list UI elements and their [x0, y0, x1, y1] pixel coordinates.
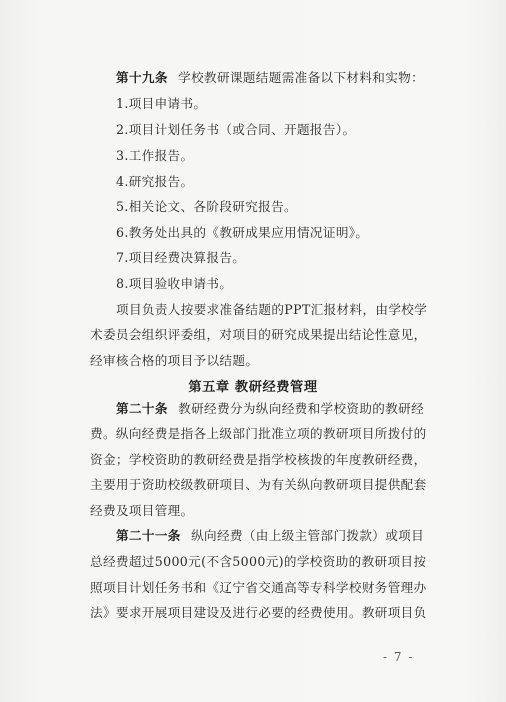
list-item: 6.教务处出具的《教研成果应用情况证明》。: [116, 225, 369, 240]
article-21-line: [116, 528, 424, 544]
chapter-title: 第五章 教研经费管理: [188, 380, 318, 395]
article-19-heading: 第十九条: [116, 70, 168, 85]
paragraph-line: 经费及项目管理。: [90, 503, 194, 518]
article-20-text: 教研经费分为纵向经费和学校资助的教研经: [178, 401, 425, 416]
article-20-line: [116, 401, 424, 417]
list-item: 1.项目申请书。: [116, 96, 207, 111]
paragraph-line: 费。纵向经费是指各上级部门批准立项的教研项目所拨付的: [90, 426, 427, 441]
page-number: - 7 -: [383, 650, 414, 664]
list-item: 8.项目验收申请书。: [116, 276, 233, 291]
paragraph-line: 总经费超过5000元(不含5000元)的学校资助的教研项目按: [90, 554, 427, 569]
article-21-heading: 第二十一条: [116, 528, 181, 543]
list-item: 5.相关论文、各阶段研究报告。: [116, 199, 297, 214]
paragraph-line: 法》要求开展项目建设及进行必要的经费使用。教研项目负: [90, 605, 427, 620]
paragraph-line: 资金；学校资助的教研经费是指学校核拨的年度教研经费，: [90, 452, 427, 467]
article-19-line: [116, 70, 424, 86]
paragraph-line: 项目负责人按要求准备结题的PPT汇报材料，由学校学: [116, 302, 428, 317]
article-20-heading: 第二十条: [116, 401, 168, 416]
list-item: 4.研究报告。: [116, 174, 194, 189]
paragraph-line: 经审核合格的项目予以结题。: [90, 353, 259, 368]
article-19-text: 学校教研课题结题需准备以下材料和实物：: [178, 70, 425, 85]
paragraph-line: 术委员会组织评委组，对项目的研究成果提出结论性意见，: [90, 327, 427, 342]
list-item: 3.工作报告。: [116, 148, 194, 163]
paragraph-line: 主要用于资助校级教研项目、为有关纵向教研项目提供配套: [90, 477, 427, 492]
paragraph-line: 照项目计划任务书和《辽宁省交通高等专科学校财务管理办: [90, 580, 427, 595]
article-21-text: 纵向经费（由上级主管部门拨款）或项目: [191, 528, 425, 543]
list-item: 7.项目经费决算报告。: [116, 250, 246, 265]
list-item: 2.项目计划任务书（或合同、开题报告）。: [116, 122, 356, 137]
